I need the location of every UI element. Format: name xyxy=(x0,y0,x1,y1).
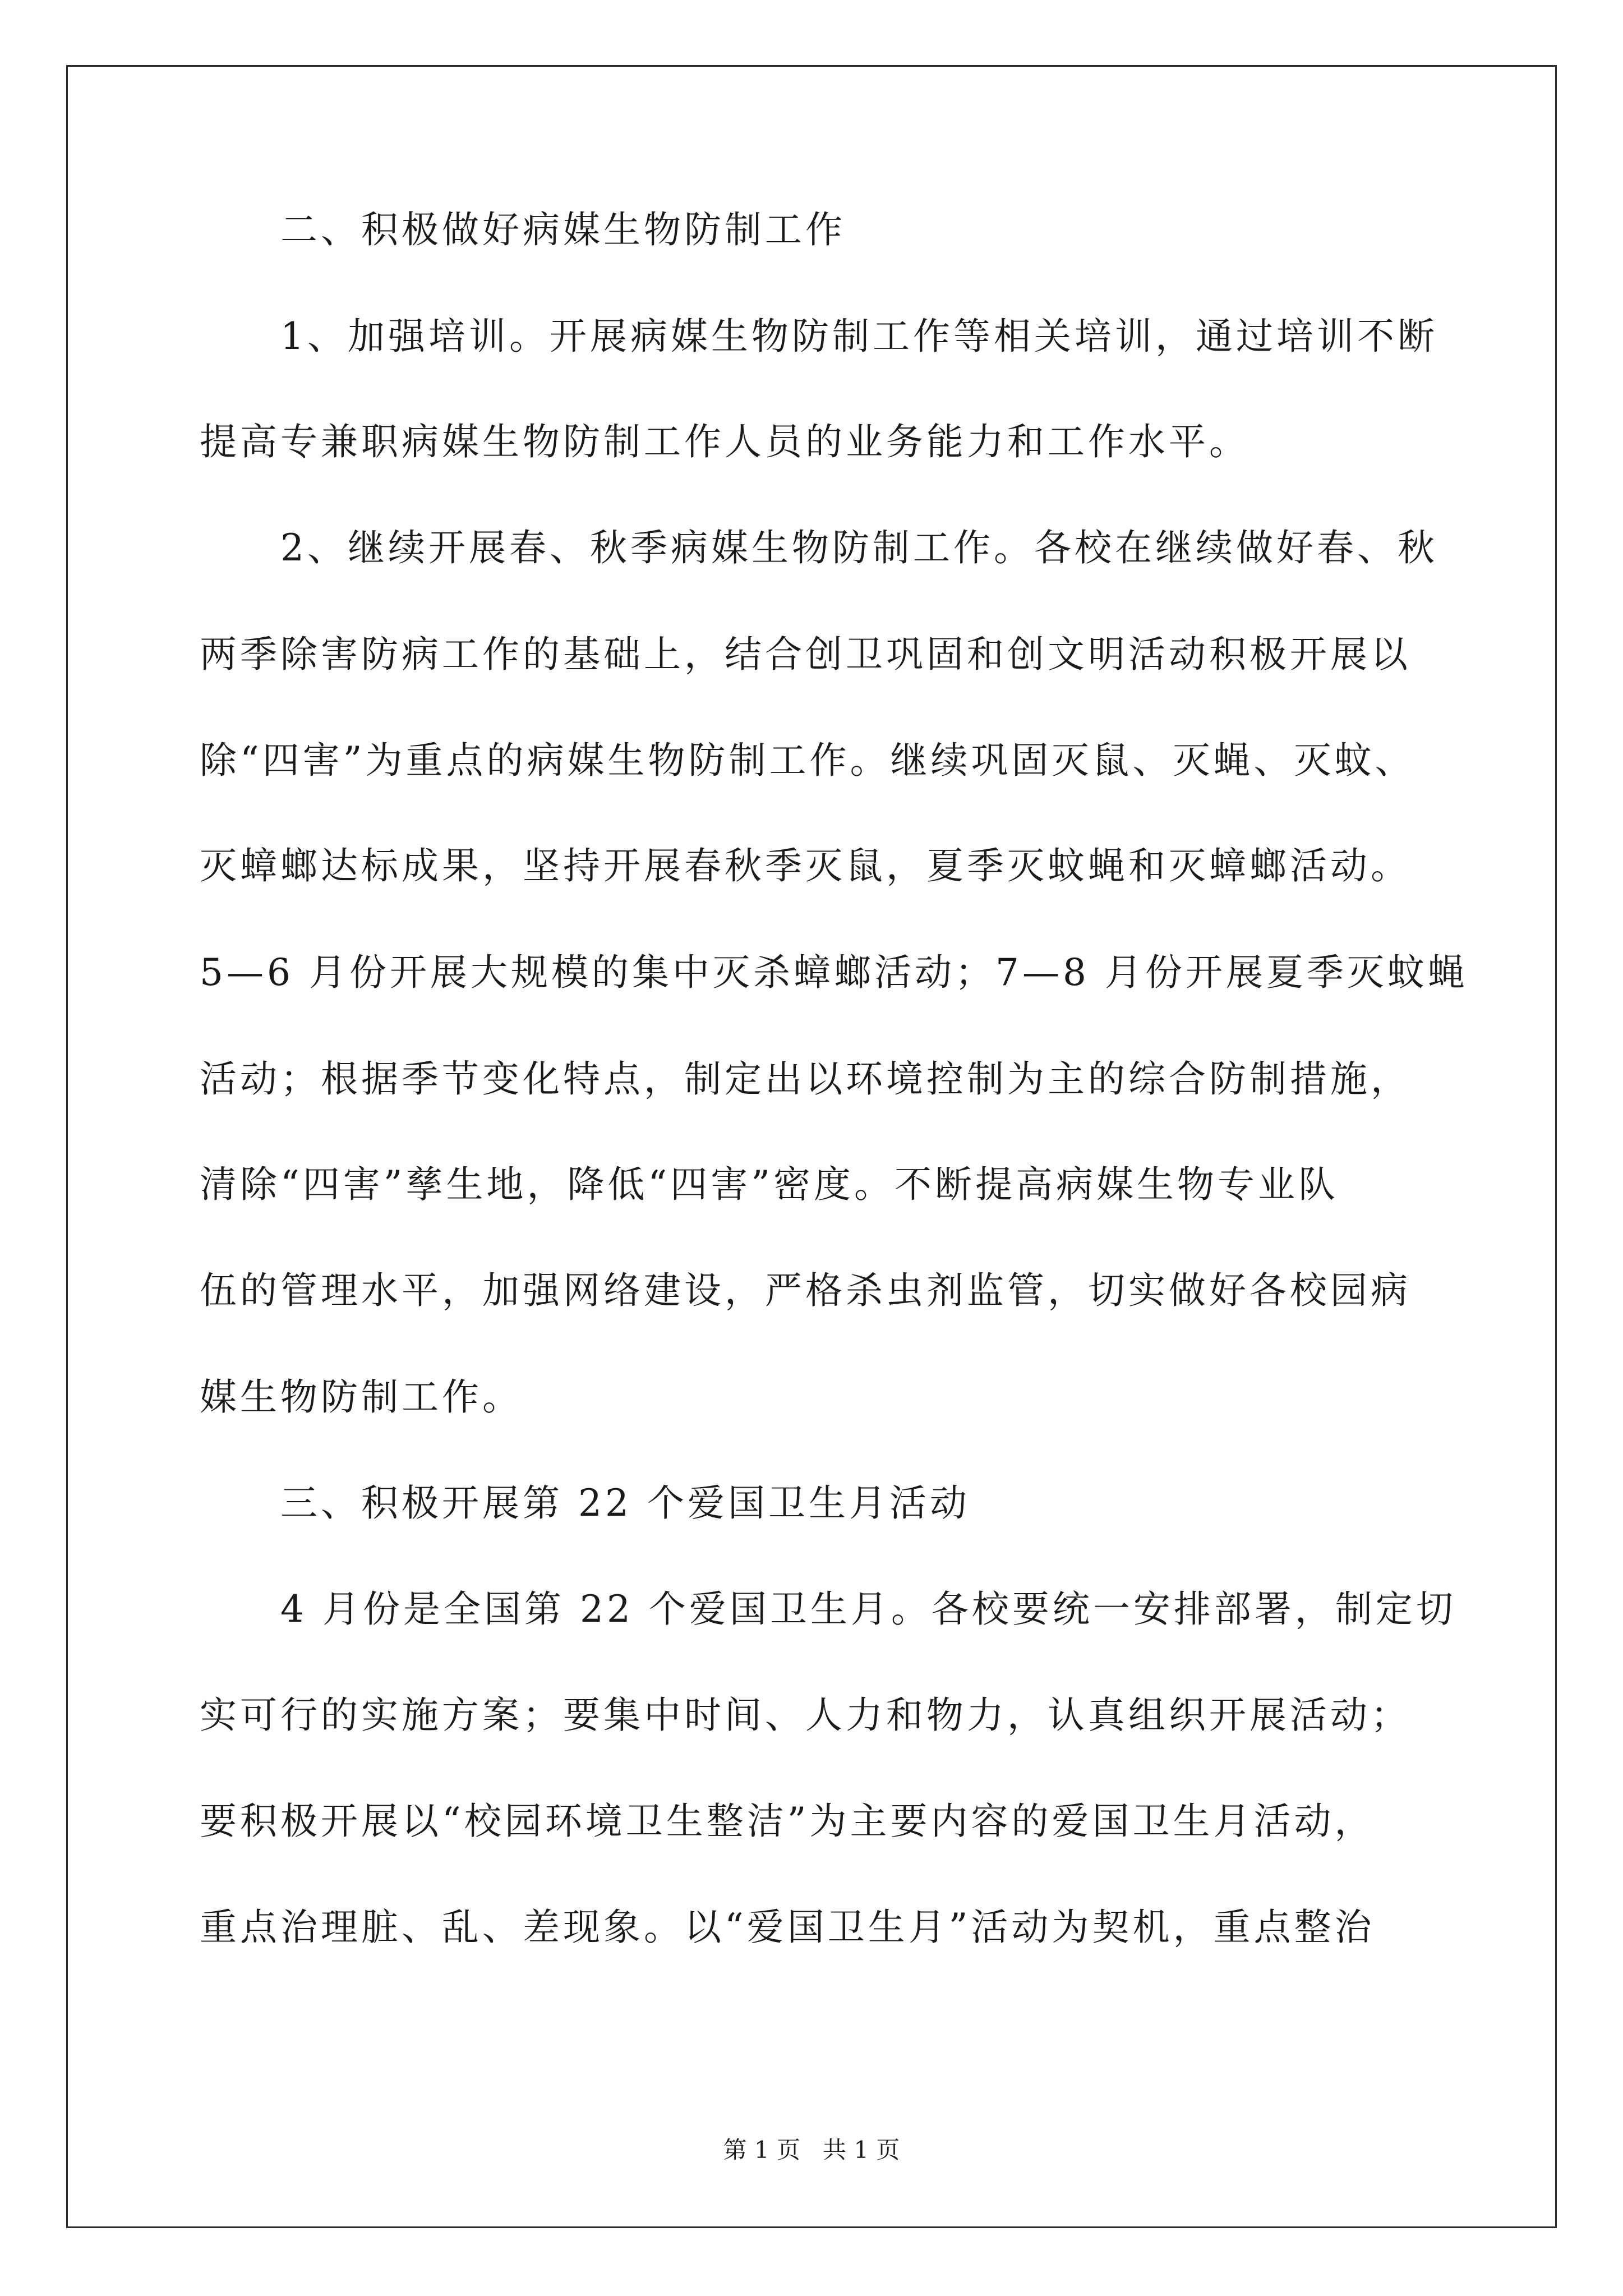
paragraph-line: 2、继续开展春、秋季病媒生物防制工作。各校在继续做好春、秋 xyxy=(280,526,1438,569)
page-number: 第 1 页 xyxy=(723,2136,800,2164)
paragraph-line: 4 月份是全国第 22 个爱国卫生月。各校要统一安排部署，制定切 xyxy=(280,1588,1456,1631)
paragraph-line: 重点治理脏、乱、差现象。以“爱国卫生月”活动为契机，重点整治 xyxy=(200,1906,1375,1949)
section-heading: 二、积极做好病媒生物防制工作 xyxy=(280,208,846,251)
section-heading: 三、积极开展第 22 个爱国卫生月活动 xyxy=(280,1481,970,1525)
paragraph-line: 1、加强培训。开展病媒生物防制工作等相关培训，通过培训不断 xyxy=(280,315,1438,358)
paragraph-line: 灭蟑螂达标成果，坚持开展春秋季灭鼠，夏季灭蚊蝇和灭蟑螂活动。 xyxy=(200,844,1411,887)
paragraph-line: 提高专兼职病媒生物防制工作人员的业务能力和工作水平。 xyxy=(200,420,1249,463)
page-footer xyxy=(0,2134,1623,2166)
page-border xyxy=(66,65,1557,2228)
paragraph-line: 伍的管理水平，加强网络建设，严格杀虫剂监管，切实做好各校园病 xyxy=(200,1269,1411,1312)
paragraph-line: 要积极开展以“校园环境卫生整洁”为主要内容的爱国卫生月活动， xyxy=(200,1800,1375,1843)
paragraph-line: 实可行的实施方案；要集中时间、人力和物力，认真组织开展活动； xyxy=(200,1694,1411,1737)
paragraph-line: 活动；根据季节变化特点，制定出以环境控制为主的综合防制措施， xyxy=(200,1057,1411,1101)
paragraph-line: 媒生物防制工作。 xyxy=(200,1375,523,1419)
paragraph-line: 清除“四害”孳生地，降低“四害”密度。不断提高病媒生物专业队 xyxy=(200,1163,1339,1206)
paragraph-line: 两季除害防病工作的基础上，结合创卫巩固和创文明活动积极开展以 xyxy=(200,633,1411,676)
paragraph-line: 除“四害”为重点的病媒生物防制工作。继续巩固灭鼠、灭蝇、灭蚊、 xyxy=(200,739,1415,782)
paragraph-line: 5—6 月份开展大规模的集中灭杀蟑螂活动；7—8 月份开展夏季灭蚊蝇 xyxy=(200,951,1468,994)
page-total: 共 1 页 xyxy=(823,2136,900,2164)
